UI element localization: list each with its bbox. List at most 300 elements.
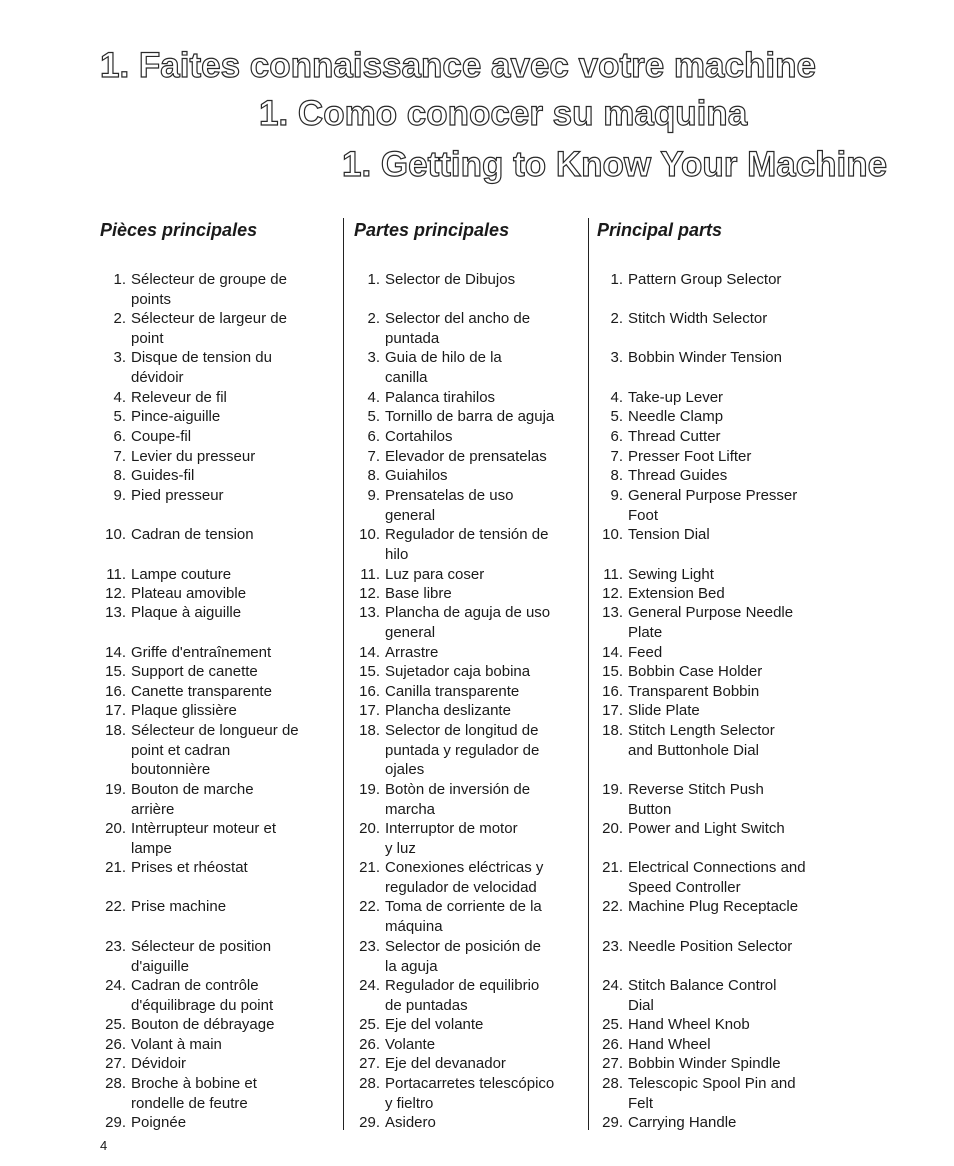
item-number: 18. [359, 722, 380, 739]
list-item [100, 1035, 332, 1055]
item-text-line: Feed [628, 644, 663, 661]
item-text-line: Sujetador caja bobina [385, 663, 531, 680]
item-text-line: Thread Cutter [628, 428, 721, 445]
item-text-line: ojales [385, 761, 425, 779]
item-text-line: Selector de longitud de [385, 722, 539, 739]
item-number: 15. [359, 663, 380, 680]
item-text-line: Needle Clamp [628, 408, 724, 425]
list-item [597, 466, 837, 486]
item-text-line: Support de canette [131, 663, 258, 680]
item-text-line: Sewing Light [628, 566, 714, 583]
item-text-line: Eje del volante [385, 1016, 484, 1033]
item-text-line: Cadran de tension [131, 526, 254, 543]
item-number: 12. [105, 585, 126, 602]
item-number: 13. [105, 604, 126, 621]
column-divider [588, 218, 589, 1130]
item-number: 16. [105, 683, 126, 700]
list-item [597, 309, 837, 329]
item-text-line: Disque de tension du [131, 349, 272, 366]
item-number: 28. [602, 1075, 623, 1092]
list-item [100, 1074, 332, 1113]
item-text-line: Volant à main [131, 1036, 222, 1053]
list-item [100, 701, 332, 721]
list-item [597, 819, 837, 839]
list-item [354, 584, 580, 604]
item-number: 20. [105, 820, 126, 837]
item-text-line: Plate [628, 623, 663, 641]
column-french [100, 214, 332, 1131]
list-item [100, 525, 332, 545]
item-text-line: Cortahilos [385, 428, 453, 445]
item-number: 23. [359, 938, 380, 955]
list-item [354, 976, 580, 1015]
list-item [100, 407, 332, 427]
item-text-line: General Purpose Presser [628, 487, 798, 504]
item-text-line: y luz [385, 839, 416, 857]
item-number: 29. [105, 1114, 126, 1131]
list-item [597, 1113, 837, 1133]
title-english: 1. Getting to Know Your Machine [342, 145, 888, 184]
item-number: 12. [359, 585, 380, 602]
item-number: 26. [602, 1036, 623, 1053]
item-text-line: Pince-aiguille [131, 408, 221, 425]
item-text-line: points [131, 290, 172, 308]
item-text-line: Telescopic Spool Pin and [628, 1075, 796, 1092]
list-item [597, 682, 837, 702]
list-item [597, 1035, 837, 1055]
list-item [100, 976, 332, 1015]
item-number: 7. [113, 448, 126, 465]
item-number: 27. [105, 1055, 126, 1072]
list-item [100, 309, 332, 348]
item-text-line: Luz para coser [385, 566, 485, 583]
item-text-line: Thread Guides [628, 467, 728, 484]
item-text-line: Reverse Stitch Push [628, 781, 764, 798]
title-spanish: 1. Como conocer su maquina [259, 94, 748, 133]
list-item [100, 662, 332, 682]
list-item [100, 603, 332, 623]
item-number: 9. [367, 487, 380, 504]
item-number: 6. [610, 428, 623, 445]
column-heading-french: Pièces principales [100, 220, 258, 240]
list-item [100, 937, 332, 976]
list-item [100, 584, 332, 604]
item-number: 6. [113, 428, 126, 445]
item-number: 25. [105, 1016, 126, 1033]
item-number: 8. [113, 467, 126, 484]
item-text-line: Levier du presseur [131, 448, 256, 465]
item-text-line: Sélecteur de position [131, 938, 272, 955]
item-text-line: puntada [385, 329, 440, 347]
item-number: 27. [359, 1055, 380, 1072]
item-text-line: Coupe-fil [131, 428, 192, 445]
list-item [354, 1054, 580, 1074]
item-text-line: General Purpose Needle [628, 604, 794, 621]
item-text-line: hilo [385, 545, 409, 563]
list-item [597, 348, 837, 368]
item-number: 5. [367, 408, 380, 425]
list-item [100, 780, 332, 819]
column-divider [343, 218, 344, 1130]
item-text-line: Transparent Bobbin [628, 683, 760, 700]
list-item [354, 1035, 580, 1055]
item-number: 7. [610, 448, 623, 465]
item-text-line: lampe [131, 839, 172, 857]
item-text-line: Prise machine [131, 898, 227, 915]
item-text-line: Regulador de tensión de [385, 526, 549, 543]
item-text-line: Selector de Dibujos [385, 271, 516, 288]
item-number: 10. [602, 526, 623, 543]
list-item [100, 270, 332, 309]
item-number: 24. [105, 977, 126, 994]
list-item [354, 447, 580, 467]
list-item [100, 1113, 332, 1133]
list-item [100, 819, 332, 858]
item-number: 26. [105, 1036, 126, 1053]
item-number: 23. [105, 938, 126, 955]
item-text-line: Toma de corriente de la [385, 898, 542, 915]
page-number: 4 [100, 1138, 108, 1153]
list-item [597, 525, 837, 545]
item-text-line: Asidero [385, 1114, 436, 1131]
item-number: 14. [602, 644, 623, 661]
item-text-line: dévidoir [131, 368, 184, 386]
list-item [597, 388, 837, 408]
list-item [354, 937, 580, 976]
item-text-line: Tornillo de barra de aguja [385, 408, 555, 425]
item-text-line: point [131, 329, 164, 347]
item-text-line: Presser Foot Lifter [628, 448, 752, 465]
list-item [100, 1054, 332, 1074]
item-number: 19. [105, 781, 126, 798]
item-text-line: d'équilibrage du point [131, 996, 274, 1014]
item-text-line: d'aiguille [131, 957, 189, 975]
item-number: 12. [602, 585, 623, 602]
item-number: 18. [602, 722, 623, 739]
list-item [597, 1015, 837, 1035]
item-number: 7. [367, 448, 380, 465]
item-number: 26. [359, 1036, 380, 1053]
item-text-line: Regulador de equilibrio [385, 977, 540, 994]
list-item [100, 427, 332, 447]
item-text-line: arrière [131, 800, 175, 818]
item-number: 22. [105, 898, 126, 915]
item-text-line: Guides-fil [131, 467, 195, 484]
item-number: 20. [602, 820, 623, 837]
list-item [597, 447, 837, 467]
item-number: 17. [359, 702, 380, 719]
list-item [100, 1015, 332, 1035]
item-text-line: Pied presseur [131, 487, 224, 504]
list-item [354, 701, 580, 721]
item-number: 29. [602, 1114, 623, 1131]
list-item [100, 388, 332, 408]
item-number: 15. [602, 663, 623, 680]
item-number: 27. [602, 1055, 623, 1072]
item-text-line: Bobbin Case Holder [628, 663, 763, 680]
item-text-line: Slide Plate [628, 702, 700, 719]
item-text-line: Machine Plug Receptacle [628, 898, 799, 915]
item-number: 3. [113, 349, 126, 366]
item-text-line: Carrying Handle [628, 1114, 737, 1131]
list-item [354, 662, 580, 682]
item-text-line: Take-up Lever [628, 389, 724, 406]
item-number: 18. [105, 722, 126, 739]
list-item [100, 447, 332, 467]
item-number: 13. [602, 604, 623, 621]
item-text-line: Electrical Connections and [628, 859, 806, 876]
item-text-line: Elevador de prensatelas [385, 448, 547, 465]
list-item [354, 427, 580, 447]
item-text-line: Plancha deslizante [385, 702, 511, 719]
item-text-line: general [385, 506, 436, 524]
item-text-line: Sélecteur de longueur de [131, 722, 299, 739]
item-text-line: Plaque à aiguille [131, 604, 242, 621]
item-number: 20. [359, 820, 380, 837]
item-text-line: Stitch Width Selector [628, 310, 768, 327]
list-item [100, 721, 332, 780]
item-number: 23. [602, 938, 623, 955]
list-item [100, 897, 332, 917]
list-item [354, 486, 580, 525]
list-item [597, 1054, 837, 1074]
item-number: 5. [610, 408, 623, 425]
list-item [597, 643, 837, 663]
list-item [597, 858, 837, 897]
list-item [354, 348, 580, 387]
item-number: 21. [105, 859, 126, 876]
item-text-line: Power and Light Switch [628, 820, 785, 837]
item-number: 16. [359, 683, 380, 700]
item-text-line: Speed Controller [628, 878, 741, 896]
item-number: 2. [610, 310, 623, 327]
list-item [597, 976, 837, 1015]
list-item [100, 565, 332, 585]
item-text-line: Base libre [385, 585, 452, 602]
item-number: 22. [602, 898, 623, 915]
list-item [597, 937, 837, 957]
item-text-line: Plancha de aguja de uso [385, 604, 551, 621]
list-item [597, 603, 837, 642]
item-text-line: Arrastre [385, 644, 439, 661]
item-text-line: Cadran de contrôle [131, 977, 259, 994]
item-text-line: Guiahilos [385, 467, 448, 484]
item-number: 17. [105, 702, 126, 719]
item-number: 5. [113, 408, 126, 425]
item-number: 4. [113, 389, 126, 406]
list-item [100, 348, 332, 387]
list-item [100, 682, 332, 702]
item-number: 19. [359, 781, 380, 798]
list-item [354, 643, 580, 663]
list-item [597, 662, 837, 682]
item-text-line: Canilla transparente [385, 683, 520, 700]
item-text-line: puntada y regulador de [385, 741, 540, 759]
item-number: 1. [113, 271, 126, 288]
item-number: 14. [359, 644, 380, 661]
item-text-line: Button [628, 800, 672, 818]
item-number: 22. [359, 898, 380, 915]
list-item [597, 780, 837, 819]
item-number: 1. [367, 271, 380, 288]
item-number: 15. [105, 663, 126, 680]
item-text-line: y fieltro [385, 1094, 434, 1112]
item-text-line: regulador de velocidad [385, 878, 537, 896]
item-text-line: and Buttonhole Dial [628, 741, 759, 759]
list-item [597, 486, 837, 525]
item-number: 6. [367, 428, 380, 445]
item-number: 11. [603, 566, 623, 583]
item-text-line: Sélecteur de groupe de [131, 271, 287, 288]
list-item [597, 270, 837, 290]
list-item [100, 643, 332, 663]
list-item [354, 309, 580, 348]
item-text-line: Bobbin Winder Spindle [628, 1055, 781, 1072]
item-text-line: Stitch Length Selector [628, 722, 775, 739]
item-number: 11. [106, 566, 126, 583]
list-item [354, 603, 580, 642]
item-text-line: Sélecteur de largeur de [131, 310, 287, 327]
item-number: 3. [367, 349, 380, 366]
item-text-line: Hand Wheel Knob [628, 1016, 750, 1033]
item-text-line: máquina [385, 917, 443, 935]
item-number: 16. [602, 683, 623, 700]
column-heading-english: Principal parts [597, 220, 723, 240]
item-text-line: Prensatelas de uso [385, 487, 514, 504]
item-text-line: Plaque glissière [131, 702, 237, 719]
list-item [354, 466, 580, 486]
item-text-line: Dial [628, 996, 654, 1014]
item-text-line: Selector de posición de [385, 938, 541, 955]
item-number: 1. [610, 271, 623, 288]
item-text-line: Intèrrupteur moteur et [131, 820, 277, 837]
item-number: 25. [602, 1016, 623, 1033]
item-text-line: general [385, 623, 436, 641]
item-number: 10. [105, 526, 126, 543]
item-text-line: rondelle de feutre [131, 1094, 248, 1112]
item-number: 13. [359, 604, 380, 621]
item-text-line: Interruptor de motor [385, 820, 518, 837]
item-text-line: Selector del ancho de [385, 310, 531, 327]
list-item [597, 1074, 837, 1113]
title-french: 1. Faites connaissance avec votre machine [100, 46, 816, 85]
item-number: 9. [610, 487, 623, 504]
item-text-line: Plateau amovible [131, 585, 247, 602]
item-text-line: canilla [385, 368, 428, 386]
item-number: 24. [359, 977, 380, 994]
list-item [354, 721, 580, 780]
item-text-line: Prises et rhéostat [131, 859, 248, 876]
item-text-line: Bobbin Winder Tension [628, 349, 782, 366]
item-number: 4. [367, 389, 380, 406]
item-text-line: Guia de hilo de la [385, 349, 502, 366]
list-item [597, 427, 837, 447]
item-number: 8. [367, 467, 380, 484]
item-number: 28. [105, 1075, 126, 1092]
item-text-line: boutonnière [131, 761, 211, 779]
item-text-line: Bouton de marche [131, 781, 254, 798]
list-item [597, 565, 837, 585]
list-item [354, 1074, 580, 1113]
item-number: 9. [113, 487, 126, 504]
list-item [597, 897, 837, 917]
list-item [100, 858, 332, 878]
list-item [354, 388, 580, 408]
list-item [597, 407, 837, 427]
item-text-line: Poignée [131, 1114, 187, 1131]
item-number: 24. [602, 977, 623, 994]
column-heading-spanish: Partes principales [354, 220, 510, 240]
list-item [354, 897, 580, 936]
item-text-line: marcha [385, 800, 436, 818]
item-text-line: Eje del devanador [385, 1055, 506, 1072]
list-item [354, 565, 580, 585]
item-text-line: Stitch Balance Control [628, 977, 777, 994]
item-text-line: Volante [385, 1036, 436, 1053]
item-number: 21. [359, 859, 380, 876]
item-number: 2. [113, 310, 126, 327]
item-number: 19. [602, 781, 623, 798]
item-text-line: Broche à bobine et [131, 1075, 257, 1092]
item-text-line: Lampe couture [131, 566, 232, 583]
item-text-line: Releveur de fil [131, 389, 227, 406]
list-item [354, 682, 580, 702]
item-text-line: Dévidoir [131, 1055, 187, 1072]
list-item [354, 407, 580, 427]
list-item [100, 486, 332, 506]
item-number: 29. [359, 1114, 380, 1131]
item-text-line: Felt [628, 1094, 654, 1112]
item-text-line: Portacarretes telescópico [385, 1075, 555, 1092]
item-text-line: Foot [628, 506, 659, 524]
list-item [354, 780, 580, 819]
item-text-line: Extension Bed [628, 585, 725, 602]
list-item [354, 525, 580, 564]
item-text-line: Pattern Group Selector [628, 271, 782, 288]
item-text-line: Hand Wheel [628, 1036, 711, 1053]
item-number: 21. [602, 859, 623, 876]
item-text-line: Tension Dial [628, 526, 710, 543]
list-item [354, 819, 580, 858]
item-text-line: Bouton de débrayage [131, 1016, 275, 1033]
item-text-line: Needle Position Selector [628, 938, 793, 955]
column-english [597, 214, 837, 1131]
list-item [597, 701, 837, 721]
item-number: 8. [610, 467, 623, 484]
list-item [354, 1113, 580, 1133]
item-text-line: Griffe d'entraînement [131, 644, 272, 661]
item-number: 17. [602, 702, 623, 719]
item-number: 10. [359, 526, 380, 543]
item-text-line: Botòn de inversión de [385, 781, 531, 798]
item-text-line: de puntadas [385, 996, 468, 1014]
item-number: 11. [360, 566, 380, 583]
item-number: 4. [610, 389, 623, 406]
item-number: 2. [367, 310, 380, 327]
item-number: 14. [105, 644, 126, 661]
item-number: 28. [359, 1075, 380, 1092]
list-item [100, 466, 332, 486]
item-text-line: Canette transparente [131, 683, 272, 700]
list-item [354, 858, 580, 897]
item-text-line: Palanca tirahilos [385, 389, 496, 406]
column-spanish [354, 214, 580, 1131]
item-number: 3. [610, 349, 623, 366]
item-text-line: point et cadran [131, 741, 231, 759]
list-item [354, 1015, 580, 1035]
list-item [597, 721, 837, 760]
item-text-line: Conexiones eléctricas y [385, 859, 544, 876]
